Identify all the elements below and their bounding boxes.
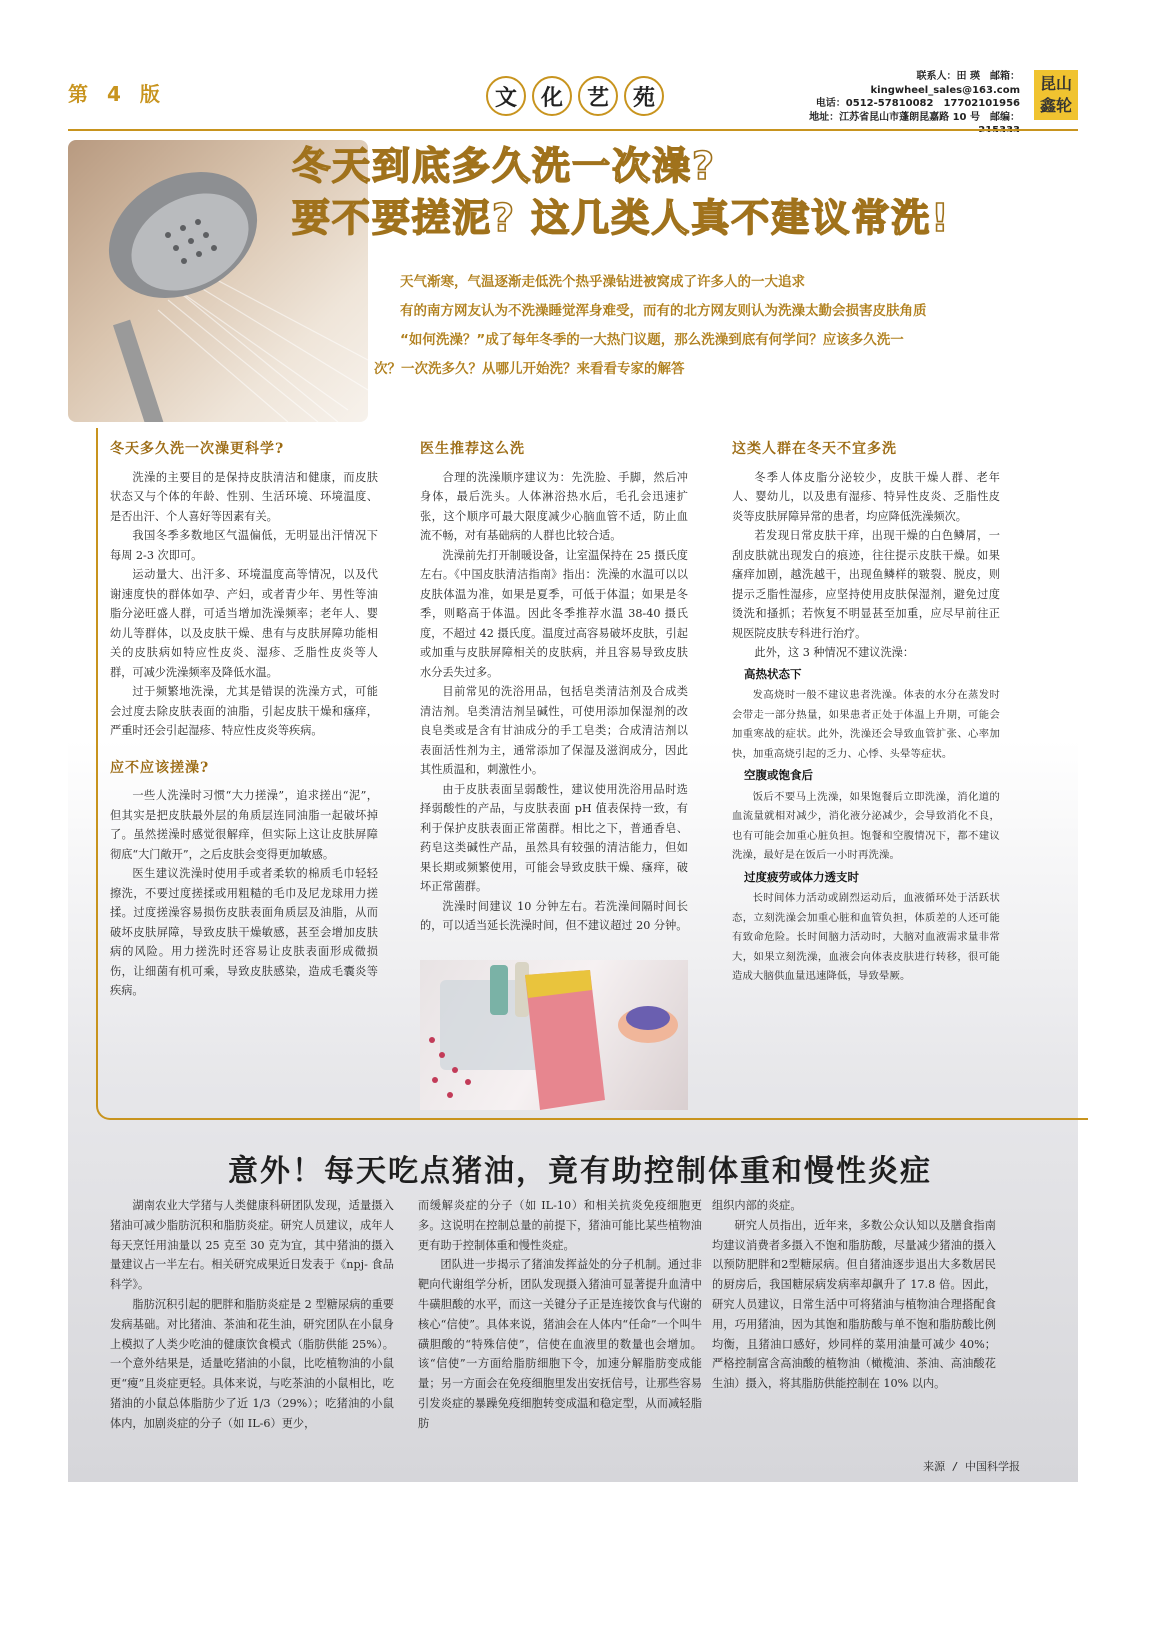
contact-line: 电话：0512-57810082 17702101956 <box>815 98 1020 109</box>
article-column <box>110 440 378 1001</box>
paragraph: 合理的洗澡顺序建议为：先洗脸、手脚，然后冲身体，最后洗头。人体淋浴热水后，毛孔会迅速扩张，这个顺序可最大限度减少心脑血管不适，防止血流不畅，对有基础病的人群也比较合适。 <box>420 470 688 542</box>
intro-line: “如何洗澡？”成了每年冬季的一大热门议题，那么洗澡到底有何学问？应该多久洗一 <box>400 332 904 348</box>
publication-logo <box>1034 70 1078 120</box>
sub-heading: 过度疲劳或体力透支时 <box>744 869 859 884</box>
paragraph: 研究人员指出，近年来，多数公众认知以及膳食指南均建议消费者多摄入不饱和脂肪酸，尽量减少猪油的摄入以预防肥胖和2型糖尿病。但自猪油逐步退出大多数居民的厨房后，我国糖尿病发病率却飙升了 17.8 倍。因此，研究人员建议，日常生活中可将猪油与植物油合理搭配食用，巧用猪油，因为其饱和脂肪酸与单不饱和脂肪酸比例均衡，且猪油口感好，炒同样的菜用油量可减少 40%；严格控制富含高油酸的植物油（橄榄油、茶油、高油酸花生油）摄入，将其脂肪供能控制在 10% 以内。 <box>712 1218 996 1391</box>
paragraph: 饭后不要马上洗澡，如果饱餐后立即洗澡，消化道的血流量就相对减少，消化液分泌减少，会导致消化不良，也有可能会加重心脏负担。饱餐和空腹情况下，都不建议洗澡，最好是在饭后一小时再洗澡。 <box>732 790 1000 861</box>
bath-products-photo <box>420 960 688 1110</box>
paragraph: 目前常见的洗浴用品，包括皂类清洁剂及合成类清洁剂。皂类清洁剂呈碱性，可使用添加保湿剂的改良皂类或是含有甘油成分的手工皂类；合成清洁剂以表面活性剂为主，通常添加了保湿及滋润成分，因此其性质温和，刺激性小。 <box>420 685 688 776</box>
paragraph: 团队进一步揭示了猪油发挥益处的分子机制。通过非靶向代谢组学分析，团队发现摄入猪油可显著提升血清中牛磺胆酸的水平，而这一关键分子正是连接饮食与代谢的核心“信使”。具体来说，猪油会在人体内“任命”一个叫牛磺胆酸的“特殊信使”，信使在血液里的数量也会增加。该“信使”一方面给脂肪细胞下令，加速分解脂肪变成能量；另一方面会在免疫细胞里发出安抚信号，让那些容易引发炎症的暴躁免疫细胞转变成温和稳定型，从而减轻脂肪 <box>418 1258 702 1430</box>
logo-line: 昆山 <box>1039 74 1072 93</box>
contact-line: 地址：江苏省昆山市蓬朗昆嘉路 10 号 邮编： <box>809 111 1020 123</box>
section-title <box>486 76 664 114</box>
intro-line: 天气渐寒，气温逐渐走低洗个热乎澡钻进被窝成了许多人的一大追求 <box>400 274 805 290</box>
logo-line: 鑫轮 <box>1039 96 1072 115</box>
article2-column <box>110 1196 394 1434</box>
section-char: 化 <box>532 76 572 116</box>
paragraph: 由于皮肤表面呈弱酸性，建议使用洗浴用品时选择弱酸性的产品，与皮肤表面 pH 值表保持一致，有利于保护皮肤表面正常菌群。相比之下，普通香皂、药皂这类碱性产品，虽然具有较强的清洁能力，但如果长期或频繁使用，可能会导致皮肤干燥、瘙痒，破坏正常菌群。 <box>420 782 688 893</box>
article-column <box>732 440 1000 987</box>
article2-headline: 意外！每天吃点猪油，竟有助控制体重和慢性炎症 <box>228 1154 932 1189</box>
paragraph: 洗澡时间建议 10 分钟左右。若洗澡间隔时间长的，可以适当延长洗澡时间，但不建议超过 20 分钟。 <box>420 899 688 932</box>
paragraph: 医生建议洗澡时使用手或者柔软的棉质毛巾轻轻擦洗，不要过度搓揉或用粗糙的毛巾及尼龙球用力搓揉。过度搓澡容易损伤皮肤表面角质层及油脂，从而破坏皮肤屏障，导致皮肤干燥敏感，甚至会增加皮肤病的风险。用力搓洗时还容易让皮肤表面形成微损伤，让细菌有机可乘，导致皮肤感染，造成毛囊炎等疾病。 <box>110 867 378 997</box>
article-headline <box>292 140 1072 244</box>
paragraph: 运动量大、出汗多、环境温度高等情况，以及代谢速度快的群体如孕、产妇，或者青少年、男性等油脂分泌旺盛人群，可适当增加洗澡频率；老年人、婴幼儿等群体，以及皮肤干燥、患有与皮肤屏障功能相关的皮肤病如特应性皮炎、湿疹、乏脂性皮炎等人群，可减少洗澡频率及降低水温。 <box>110 568 378 679</box>
paragraph: 洗澡前先打开制暖设备，让室温保持在 25 摄氏度左右。《中国皮肤清洁指南》指出：洗澡的水温可以以皮肤体温为准，如果是夏季，可低于体温；如果是冬季，则略高于体温。因此冬季推荐水温 38-40 摄氏度，不超过 42 摄氏度。温度过高容易破坏皮肤，引起或加重与皮肤屏障相关的皮肤病，并且容易导致皮肤水分丢失过多。 <box>420 548 688 679</box>
page-number: 第 4 版 <box>68 82 166 106</box>
section-char: 苑 <box>624 76 664 116</box>
article2-column <box>712 1196 996 1394</box>
header-divider <box>68 129 1078 131</box>
paragraph: 此外，这 3 种情况不建议洗澡： <box>754 646 915 659</box>
paragraph: 洗澡的主要目的是保持皮肤清洁和健康，而皮肤状态又与个体的年龄、性别、生活环境、环境温度、是否出汗、个人喜好等因素有关。 <box>110 470 378 523</box>
section-heading: 医生推荐这么洗 <box>420 441 525 457</box>
article2-column <box>418 1196 702 1434</box>
article-intro <box>374 268 1024 384</box>
paragraph: 若发现日常皮肤干痒，出现干燥的白色鳞屑，一刮皮肤就出现发白的痕迹，往往提示皮肤干燥。如果瘙痒加剧，越洗越干，出现鱼鳞样的皲裂、脱皮，则提示乏脂性湿疹，应坚持使用皮肤保湿剂，避免过度烫洗和搔抓；若恢复不明显甚至加重，应尽早前往正规医院皮肤专科进行治疗。 <box>732 529 1000 640</box>
paragraph: 冬季人体皮脂分泌较少，皮肤干燥人群、老年人、婴幼儿，以及患有湿疹、特异性皮炎、乏脂性皮炎等皮肤屏障异常的患者，均应降低洗澡频次。 <box>732 470 1000 523</box>
section-heading: 冬天多久洗一次澡更科学? <box>110 441 285 457</box>
paragraph: 过于频繁地洗澡，尤其是错误的洗澡方式，可能会过度去除皮肤表面的油脂，引起皮肤干燥和瘙痒，严重时还会引起湿疹、特应性皮炎等疾病。 <box>110 685 378 737</box>
paragraph: 脂肪沉积引起的肥胖和脂肪炎症是 2 型糖尿病的重要发病基础。对比猪油、茶油和花生油，研究团队在小鼠身上模拟了人类少吃油的健康饮食模式（脂肪供能 25%）。一个意外结果是，适量吃猪油的小鼠，比吃植物油的小鼠更“瘦”且炎症更轻。具体来说，与吃茶油的小鼠相比，吃猪油的小鼠总体脂肪少了近 1/3（29%）；吃猪油的小鼠体内，加剧炎症的分子（如 IL-6）更少， <box>110 1297 394 1430</box>
paragraph: 一些人洗澡时习惯“大力搓澡”，追求搓出“泥”，但其实是把皮肤最外层的角质层连同油脂一起破坏掉了。虽然搓澡时感觉很解痒，但实际上这让皮肤屏障彻底“大门敞开”，之后皮肤会变得更加敏感。 <box>110 789 378 861</box>
sub-heading: 空腹或饱食后 <box>744 768 813 782</box>
paragraph: 湖南农业大学猪与人类健康科研团队发现，适量摄入猪油可减少脂肪沉积和脂肪炎症。研究人员建议，成年人每天烹饪用油量以 25 克至 30 克为宜，其中猪油的摄入量建议占一半左右。相关研究成果近日发表于《npj- 食品科学》。 <box>110 1199 394 1292</box>
headline-line: 冬天到底多久洗一次澡? <box>292 144 717 188</box>
paragraph: 而缓解炎症的分子（如 IL-10）和相关抗炎免疫细胞更多。这说明在控制总量的前提下，猪油可能比某些植物油更有助于控制体重和慢性炎症。 <box>418 1199 702 1252</box>
section-heading: 应不应该搓澡? <box>110 759 210 776</box>
intro-line: 有的南方网友认为不洗澡睡觉浑身难受，而有的北方网友则认为洗澡太勤会损害皮肤角质 <box>400 303 927 319</box>
section-heading: 这类人群在冬天不宜多洗 <box>732 441 897 457</box>
paragraph: 发高烧时一般不建议患者洗澡。体表的水分在蒸发时会带走一部分热量，如果患者正处于体温上升期，可能会加重寒战的症状。此外，洗澡还会导致血管扩张、心率加快，加重高烧引起的乏力、心悸、头晕等症状。 <box>732 689 1000 760</box>
section-char: 文 <box>486 76 526 116</box>
article-column <box>420 440 688 936</box>
paragraph: 我国冬季多数地区气温偏低，无明显出汗情况下每周 2-3 次即可。 <box>110 529 378 562</box>
section-char: 艺 <box>578 76 618 116</box>
paragraph: 长时间体力活动或剧烈运动后，血液循环处于活跃状态，立刻洗澡会加重心脏和血管负担，体质差的人还可能有致命危险。长时间脑力活动时，大脑对血液需求量非常大，如果立刻洗澡，血液会向体表皮肤进行转移，很可能造成大脑供血量迅速降低，导致晕厥。 <box>732 892 1000 982</box>
intro-line: 次？一次洗多久？从哪儿开始洗？来看看专家的解答 <box>374 361 685 377</box>
sub-heading: 高热状态下 <box>744 666 802 681</box>
paragraph: 组织内部的炎症。 <box>712 1199 802 1212</box>
headline-line: 要不要搓泥? 这几类人真不建议常洗! <box>292 196 951 240</box>
contact-line: 联系人：田 瑛 邮箱：kingwheel_sales@163.com <box>870 71 1020 96</box>
source-credit: 来源 / 中国科学报 <box>923 1460 1020 1473</box>
